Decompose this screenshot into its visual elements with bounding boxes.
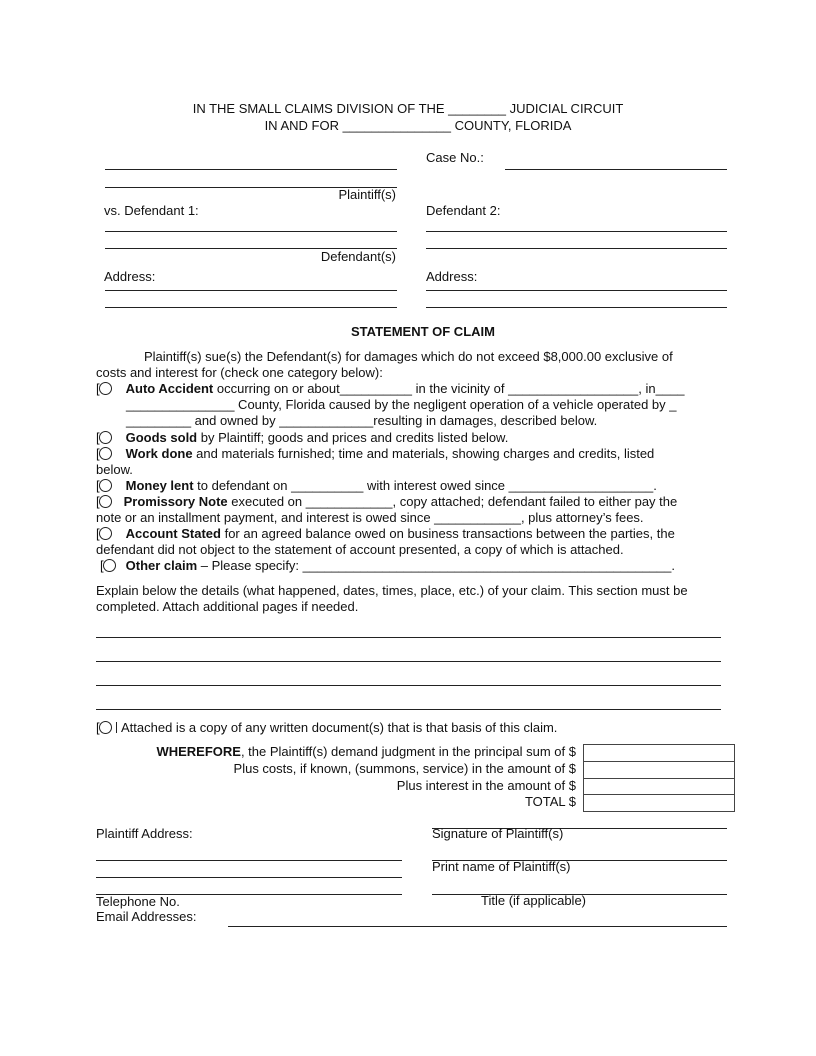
- email-line[interactable]: [228, 926, 727, 927]
- court-heading-line2: IN AND FOR _______________ COUNTY, FLORIDA: [264, 118, 572, 133]
- total-amount-field[interactable]: [583, 794, 735, 812]
- work-done-option[interactable]: [96, 446, 654, 461]
- costs-amount-field[interactable]: [583, 761, 735, 779]
- case-number-label: Case No.:: [426, 150, 484, 165]
- account-stated-label: Account Stated: [125, 526, 221, 541]
- radio-circle-icon: [99, 447, 112, 460]
- other-claim-text: – Please specify: ___________________________________________________.: [197, 558, 675, 573]
- defendants-label: Defendant(s): [320, 249, 396, 264]
- promissory-note-option[interactable]: [96, 494, 677, 509]
- court-heading-line1: IN THE SMALL CLAIMS DIVISION OF THE ________ JUDICIAL CIRCUIT: [192, 101, 624, 116]
- details-line-1[interactable]: [96, 637, 721, 638]
- defendant1-address-line-2[interactable]: [105, 307, 397, 308]
- email-label: Email Addresses:: [96, 909, 197, 924]
- details-line-4[interactable]: [96, 709, 721, 710]
- wherefore-text: , the Plaintiff(s) demand judgment in the principal sum of $: [240, 744, 576, 759]
- wherefore-bold: WHEREFORE: [156, 744, 241, 759]
- attached-option[interactable]: [96, 720, 557, 735]
- details-line-3[interactable]: [96, 685, 721, 686]
- radio-circle-icon: [99, 431, 112, 444]
- work-done-text-2: below.: [96, 462, 133, 477]
- auto-accident-text: occurring on or about__________ in the vicinity of __________________, in____: [213, 381, 685, 396]
- case-number-line[interactable]: [505, 169, 727, 170]
- wherefore-principal-label: [100, 744, 576, 759]
- defendant1-address-label: Address:: [104, 269, 156, 284]
- account-stated-text-2: defendant did not object to the statement of account presented, a copy of which is attached.: [96, 542, 624, 557]
- explain-line-2: completed. Attach additional pages if needed.: [96, 599, 359, 614]
- title-label: Title (if applicable): [481, 893, 587, 908]
- radio-circle-icon: [103, 559, 116, 572]
- radio-circle-icon: [99, 479, 112, 492]
- interest-amount-field[interactable]: [583, 778, 735, 795]
- signature-label: Signature of Plaintiff(s): [432, 826, 564, 841]
- money-lent-checkbox[interactable]: [: [96, 479, 110, 493]
- wherefore-interest-label: Plus interest in the amount of $: [396, 778, 576, 793]
- defendant2-name-line-1[interactable]: [426, 231, 727, 232]
- goods-sold-text: by Plaintiff; goods and prices and credits listed below.: [197, 430, 509, 445]
- account-stated-checkbox[interactable]: [: [96, 527, 110, 541]
- print-name-label: Print name of Plaintiff(s): [432, 859, 571, 874]
- work-done-text: and materials furnished; time and materials, showing charges and credits, listed: [192, 446, 655, 461]
- account-stated-text: for an agreed balance owed on business transactions between the parties, the: [220, 526, 675, 541]
- defendant2-address-label: Address:: [426, 269, 478, 284]
- goods-sold-label: Goods sold: [125, 430, 198, 445]
- principal-sum-field[interactable]: [583, 744, 735, 762]
- intro-line-2: costs and interest for (check one category below):: [96, 365, 383, 380]
- defendant1-label: vs. Defendant 1:: [104, 203, 199, 218]
- statement-title: STATEMENT OF CLAIM: [351, 324, 495, 339]
- goods-sold-checkbox[interactable]: [: [96, 431, 110, 445]
- work-done-checkbox[interactable]: [: [96, 447, 110, 461]
- promissory-note-text-2: note or an installment payment, and interest is owed since ____________, plus attorney’s fees.: [96, 510, 644, 525]
- radio-circle-icon: [99, 382, 112, 395]
- radio-circle-icon: [99, 495, 112, 508]
- money-lent-option[interactable]: [96, 478, 657, 493]
- work-done-label: Work done: [125, 446, 193, 461]
- auto-accident-option[interactable]: [96, 381, 685, 396]
- plaintiff-address-line-1[interactable]: [96, 860, 402, 861]
- auto-accident-text-3: _________ and owned by _____________resulting in damages, described below.: [126, 413, 598, 428]
- auto-accident-label: Auto Accident: [125, 381, 214, 396]
- plaintiff-address-label: Plaintiff Address:: [96, 826, 193, 841]
- promissory-note-text: executed on ____________, copy attached; defendant failed to either pay the: [227, 494, 678, 509]
- defendant2-label: Defendant 2:: [426, 203, 501, 218]
- details-line-2[interactable]: [96, 661, 721, 662]
- goods-sold-option[interactable]: [96, 430, 508, 445]
- plaintiff-address-line-2[interactable]: [96, 877, 402, 878]
- auto-accident-text-2: _______________ County, Florida caused by the negligent operation of a vehicle operated by _: [126, 397, 677, 412]
- plaintiff-name-line-1[interactable]: [105, 169, 397, 170]
- defendant1-name-line-1[interactable]: [105, 231, 397, 232]
- radio-circle-icon: [99, 721, 112, 734]
- money-lent-label: Money lent: [125, 478, 194, 493]
- auto-accident-checkbox[interactable]: [: [96, 382, 110, 396]
- attached-text: Attached is a copy of any written document(s) that is that basis of this claim.: [121, 720, 558, 735]
- other-claim-checkbox[interactable]: [: [100, 559, 114, 573]
- telephone-label: Telephone No.: [96, 894, 180, 909]
- attached-checkbox[interactable]: [: [96, 721, 110, 735]
- other-claim-option[interactable]: [100, 558, 675, 573]
- defendant2-address-line-2[interactable]: [426, 307, 727, 308]
- promissory-note-checkbox[interactable]: [: [96, 495, 110, 509]
- account-stated-option[interactable]: [96, 526, 675, 541]
- plaintiffs-label: Plaintiff(s): [338, 187, 396, 202]
- wherefore-costs-label: Plus costs, if known, (summons, service) in the amount of $: [233, 761, 576, 776]
- defendant2-name-line-2[interactable]: [426, 248, 727, 249]
- defendant2-address-line-1[interactable]: [426, 290, 727, 291]
- money-lent-text: to defendant on __________ with interest owed since ____________________.: [193, 478, 657, 493]
- wherefore-total-label: TOTAL $: [524, 794, 576, 809]
- explain-line-1: Explain below the details (what happened, dates, times, place, etc.) of your claim. This section must be: [96, 583, 688, 598]
- promissory-note-label: Promissory Note: [123, 494, 228, 509]
- radio-circle-icon: [99, 527, 112, 540]
- other-claim-label: Other claim: [125, 558, 198, 573]
- intro-line-1: Plaintiff(s) sue(s) the Defendant(s) for damages which do not exceed $8,000.00 exclusive of: [144, 349, 673, 364]
- defendant1-address-line-1[interactable]: [105, 290, 397, 291]
